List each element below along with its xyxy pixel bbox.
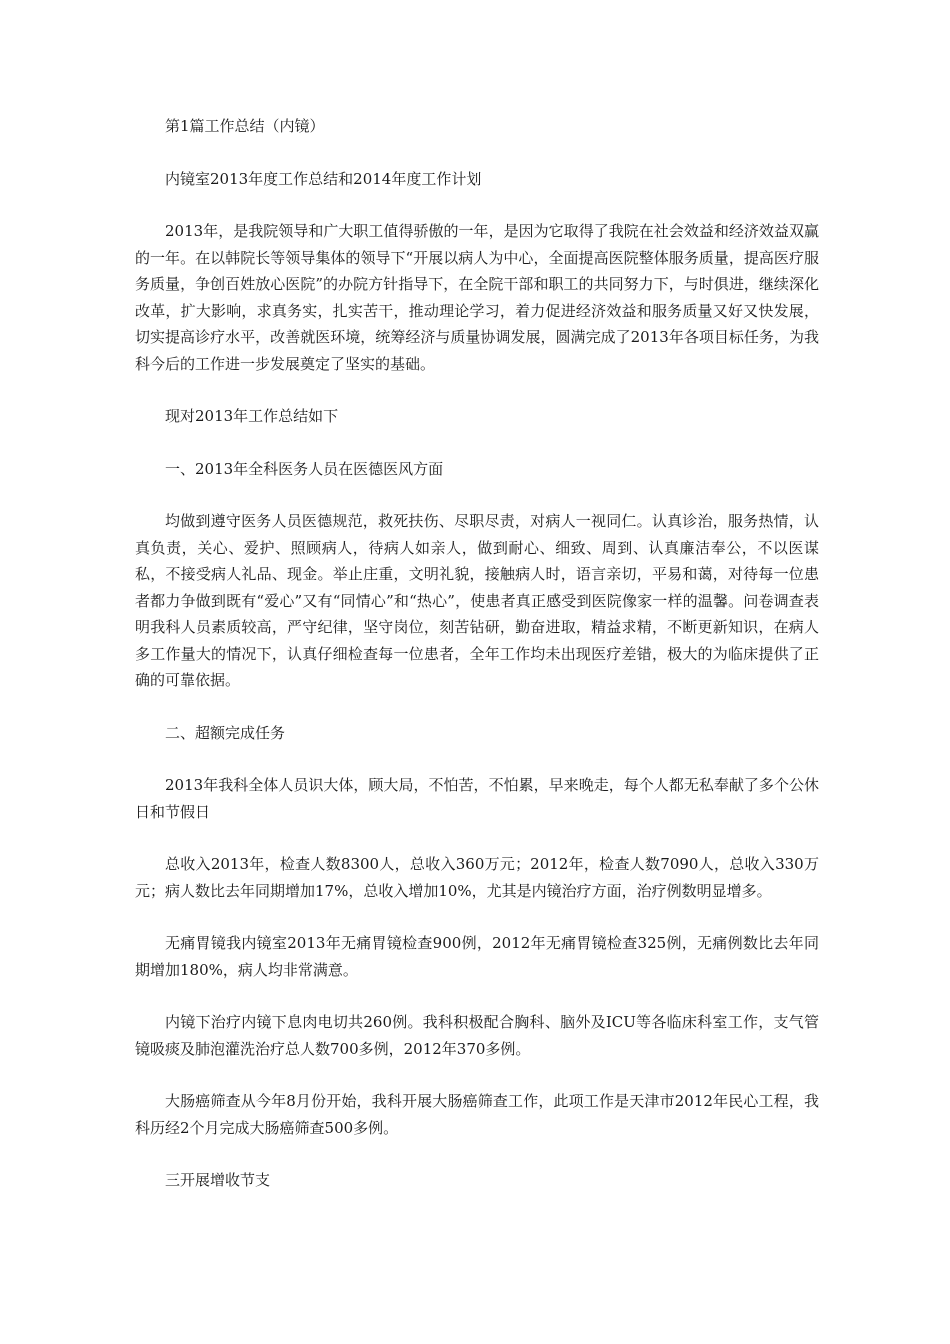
document-subtitle: 内镜室2013年度工作总结和2014年度工作计划	[165, 169, 482, 188]
section-2-paragraph-2: 总收入2013年，检查人数8300人，总收入360万元；2012年，检查人数7090人，总收入330万元；病人数比去年同期增加17%，总收入增加10%，尤其是内镜治疗方面，治疗例数明显增多。	[135, 855, 819, 900]
section-2-paragraph-1: 2013年我科全体人员识大体，顾大局，不怕苦，不怕累，早来晚走，每个人都无私奉献了多个公休日和节假日	[135, 776, 819, 821]
section-2-paragraph-3: 无痛胃镜我内镜室2013年无痛胃镜检查900例，2012年无痛胃镜检查325例，无痛例数比去年同期增加180%，病人均非常满意。	[135, 934, 819, 979]
section-1-paragraph: 均做到遵守医务人员医德规范，救死扶伤、尽职尽责，对病人一视同仁。认真诊治，服务热情，认真负责，关心、爱护、照顾病人，待病人如亲人，做到耐心、细致、周到、认真廉洁奉公，不以医谋私，不接受病人礼品、现金。举止庄重，文明礼貌，接触病人时，语言亲切，平易和蔼，对待每一位患者都力争做到既有“爱心”又有“同情心”和“热心”，使患者真正感受到医院像家一样的温馨。问卷调查表明我科人员素质较高，严守纪律，坚守岗位，刻苦钻研，勤奋进取，精益求精，不断更新知识，在病人多工作量大的情况下，认真仔细检查每一位患者，全年工作均未出现医疗差错，极大的为临床提供了正确的可靠依据。	[135, 512, 819, 689]
document-title: 第1篇工作总结（内镜）	[165, 117, 325, 135]
section-2-paragraph-4: 内镜下治疗内镜下息肉电切共260例。我科积极配合胸科、脑外及ICU等各临床科室工作，支气管镜吸痰及肺泡灌洗治疗总人数700多例，2012年370多例。	[135, 1013, 819, 1058]
document-body	[135, 113, 819, 1220]
section-2-paragraph-5: 大肠癌筛查从今年8月份开始，我科开展大肠癌筛查工作，此项工作是天津市2012年民心工程，我科历经2个月完成大肠癌筛查500多例。	[135, 1092, 819, 1137]
section-3-heading: 三开展增收节支	[165, 1171, 271, 1189]
summary-intro: 现对2013年工作总结如下	[165, 407, 339, 425]
section-2-heading: 二、超额完成任务	[165, 723, 286, 742]
section-1-heading: 一、2013年全科医务人员在医德医风方面	[165, 459, 444, 478]
intro-paragraph: 2013年，是我院领导和广大职工值得骄傲的一年，是因为它取得了我院在社会效益和经济效益双赢的一年。在以韩院长等领导集体的领导下“开展以病人为中心，全面提高医院整体服务质量，提高医疗服务质量，争创百姓放心医院”的办院方针指导下，在全院干部和职工的共同努力下，与时俱进，继续深化改革，扩大影响，求真务实，扎实苦干，推动理论学习，着力促进经济效益和服务质量又好又快发展，切实提高诊疗水平，改善就医环境，统筹经济与质量协调发展，圆满完成了2013年各项目标任务，为我科今后的工作进一步发展奠定了坚实的基础。	[135, 222, 819, 373]
